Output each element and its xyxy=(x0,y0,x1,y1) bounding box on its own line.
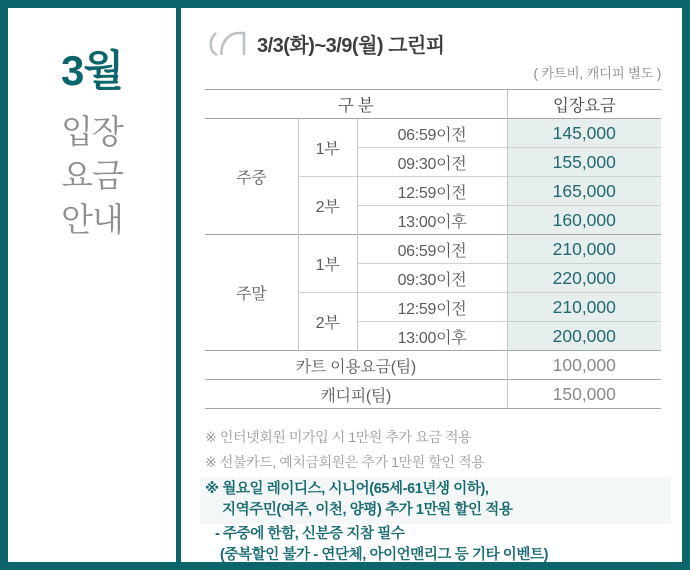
fees-separate-note: ( 카트비, 캐디피 별도 ) xyxy=(533,66,662,81)
green-fee-table xyxy=(205,89,661,409)
time-cell: 13:00이후 xyxy=(357,322,507,351)
note-internet-member: ※ 인터넷회원 미가입 시 1만원 추가 요금 적용 xyxy=(205,429,472,445)
price-cell: 210,000 xyxy=(507,293,661,322)
part-cell: 1부 xyxy=(298,119,357,177)
price-cell: 200,000 xyxy=(507,322,661,351)
caddie-fee-row xyxy=(205,380,661,409)
cart-fee-price: 100,000 xyxy=(507,351,661,380)
time-cell: 06:59이전 xyxy=(357,235,507,264)
page-title: 3/3(화)~3/9(월) 그린피 xyxy=(257,34,445,57)
discount-note-band xyxy=(200,477,671,524)
price-cell: 220,000 xyxy=(507,264,661,293)
caddie-fee-price: 150,000 xyxy=(507,380,661,409)
price-cell: 155,000 xyxy=(507,148,661,177)
note-monday-discount: ※ 월요일 레이디스, 시니어(65세-61년생 이하), xyxy=(205,481,489,497)
price-cell: 210,000 xyxy=(507,235,661,264)
time-cell: 06:59이전 xyxy=(357,119,507,148)
part-cell: 1부 xyxy=(298,235,357,293)
price-cell: 145,000 xyxy=(507,119,661,148)
table-row xyxy=(205,119,661,148)
time-cell: 09:30이전 xyxy=(357,264,507,293)
note-local-resident: 지역주민(여주, 이천, 양평) 추가 1만원 할인 적용 xyxy=(222,502,513,518)
table-header-row xyxy=(205,90,661,119)
note-weekday-only: - 주중에 한함, 신분증 지참 필수 xyxy=(215,526,405,542)
day-cell-weekday: 주중 xyxy=(205,119,298,235)
note-no-duplicate: (중복할인 불가 - 연단체, 아이언맨리그 등 기타 이벤트) xyxy=(220,547,549,563)
sidebar xyxy=(8,8,176,562)
content-area xyxy=(181,8,682,562)
sidebar-line-1: 입장 xyxy=(61,113,123,150)
col-header-category: 구 분 xyxy=(205,90,507,119)
part-cell: 2부 xyxy=(298,177,357,235)
header-row xyxy=(205,28,661,58)
part-cell: 2부 xyxy=(298,293,357,351)
month-title: 3월 xyxy=(61,47,123,94)
table-row xyxy=(205,235,661,264)
sidebar-line-2: 요금 xyxy=(61,157,123,194)
cart-fee-label: 카트 이용요금(팀) xyxy=(205,351,507,380)
sidebar-line-3: 안내 xyxy=(61,201,123,238)
time-cell: 09:30이전 xyxy=(357,148,507,177)
footnotes xyxy=(205,425,661,566)
col-header-price: 입장요금 xyxy=(507,90,661,119)
swoosh-arcs-icon xyxy=(205,29,247,57)
time-cell: 12:59이전 xyxy=(357,177,507,206)
caddie-fee-label: 캐디피(팀) xyxy=(205,380,507,409)
note-prepaid-card: ※ 선불카드, 예치금회원은 추가 1만원 할인 적용 xyxy=(205,454,485,470)
day-cell-weekend: 주말 xyxy=(205,235,298,351)
time-cell: 13:00이후 xyxy=(357,206,507,235)
time-cell: 12:59이전 xyxy=(357,293,507,322)
price-cell: 165,000 xyxy=(507,177,661,206)
price-cell: 160,000 xyxy=(507,206,661,235)
cart-fee-row xyxy=(205,351,661,380)
